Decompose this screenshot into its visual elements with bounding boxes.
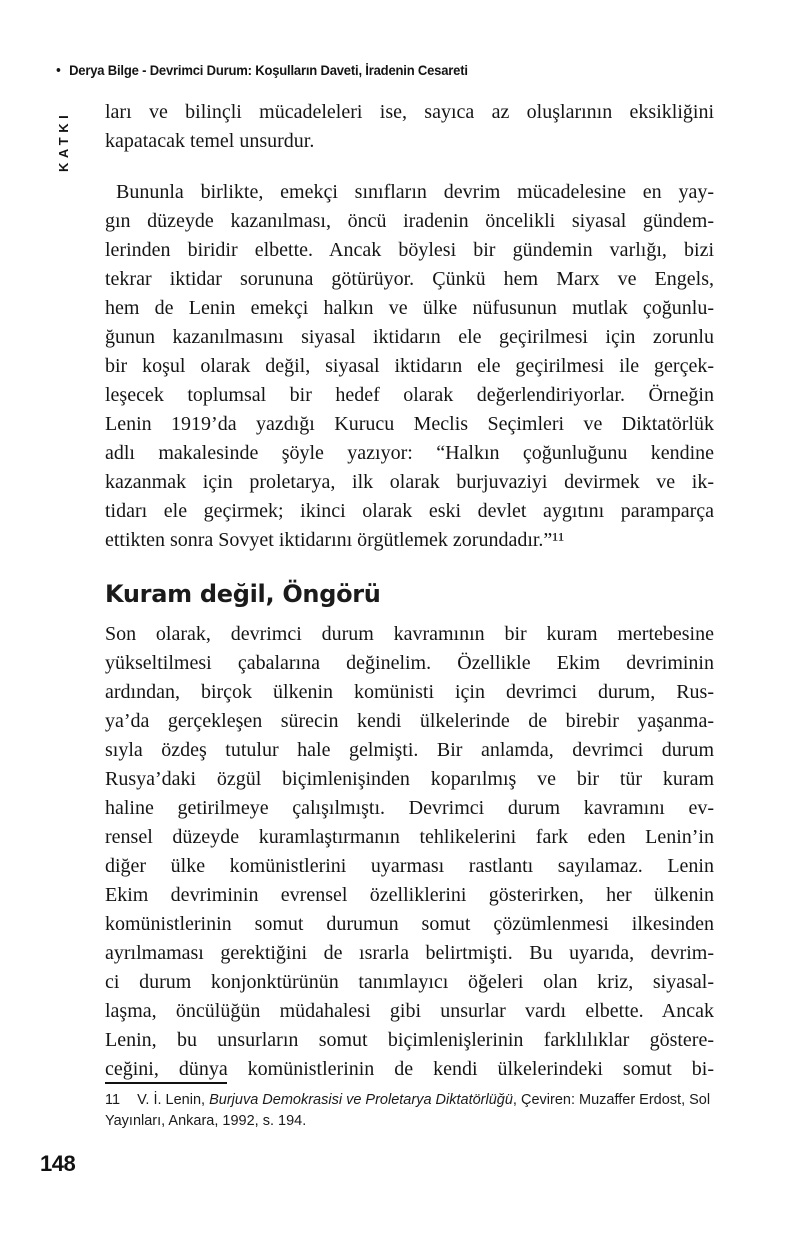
text-line: leşecek toplumsal bir hedef olarak değerlendiriyorlar. Örneğin <box>105 384 714 406</box>
page-number: 148 <box>40 1151 76 1176</box>
footnote-citation-suffix: , Çeviren: Muzaffer Erdost, Sol Yayınları, Ankara, 1992, s. 194. <box>105 1092 711 1129</box>
text-line: kapatacak temel unsurdur. <box>105 130 315 152</box>
text-line: ardından, birçok ülkenin komünisti için devrimci durum, Rus- <box>105 681 714 703</box>
paragraph <box>105 620 714 1084</box>
text-line: bir koşul olarak değil, siyasal iktidarın ele geçirilmesi ile gerçek- <box>105 355 714 377</box>
text-line: laşma, öncülüğün müdahalesi gibi unsurlar vardı elbette. Ancak <box>105 1000 714 1022</box>
text-line: lerinden biridir elbette. Ancak böylesi bir gündemin varlığı, bizi <box>105 239 714 261</box>
text-line: Bununla birlikte, emekçi sınıfların devrim mücadelesine en yay- <box>116 181 714 203</box>
text-line: haline getirilmeye çalışılmıştı. Devrimci durum kavramını ev- <box>105 797 714 819</box>
text-line: ci durum konjonktürünün tanımlayıcı öğeleri olan kriz, siyasal- <box>105 971 714 993</box>
text-line: Rusya’daki özgül biçimlenişinden koparılmış ve bir tür kuram <box>105 768 714 790</box>
footnote-number: 11 <box>105 1092 121 1108</box>
paragraph <box>105 98 714 156</box>
footnote-book-title: Burjuva Demokrasisi ve Proletarya Diktatörlüğü <box>209 1092 513 1108</box>
text-line: sıyla özdeş tutulur hale gelmişti. Bir anlamda, devrimci durum <box>105 739 714 761</box>
text-line: hem de Lenin emekçi halkın ve ülke nüfusunun mutlak çoğunlu- <box>105 297 714 319</box>
text-line: Ekim devriminin evrensel özelliklerini gösterirken, her ülkenin <box>105 884 714 906</box>
text-line: yükseltilmesi çabalarına değinelim. Özellikle Ekim devriminin <box>105 652 714 674</box>
footnote-citation-prefix: V. İ. Lenin, <box>137 1092 210 1108</box>
footnote <box>105 1082 717 1132</box>
text-line: ğunun kazanılmasını siyasal iktidarın ele geçirilmesi için zorunlu <box>105 326 714 348</box>
body-text <box>105 98 714 1084</box>
text-line: tidarı ele geçirmek; ikinci olarak eski devlet aygıtını paramparça <box>105 500 714 522</box>
text-line: diğer ülke komünistlerini uyarması rastlantı sayılamaz. Lenin <box>105 855 714 877</box>
section-side-label: KATKI <box>56 110 71 172</box>
text-line: ettikten sonra Sovyet iktidarını örgütlemek zorundadır.”¹¹ <box>105 529 565 551</box>
text-line: komünistlerinin somut durumun somut çözümlenmesi ilkesinden <box>105 913 714 935</box>
text-line: Lenin 1919’da yazdığı Kurucu Meclis Seçimleri ve Diktatörlük <box>105 413 714 435</box>
text-line: kazanmak için proletarya, ilk olarak burjuvaziyi devirmek ve ik- <box>105 471 714 493</box>
paragraph <box>105 178 714 555</box>
footnote-text <box>105 1090 717 1132</box>
running-header <box>56 62 468 78</box>
section-heading: Kuram değil, Öngörü <box>105 580 381 608</box>
text-line: ayrılmaması gerektiğini de ısrarla belirtmişti. Bu uyarıda, devrim- <box>105 942 714 964</box>
header-author: Derya Bilge - <box>69 62 150 78</box>
text-line: ya’da gerçekleşen sürecin kendi ülkelerinde de birebir yaşanma- <box>105 710 714 732</box>
bullet-icon: • <box>56 61 61 79</box>
text-line: adlı makalesinde şöyle yazıyor: “Halkın çoğunluğunu kendine <box>105 442 714 464</box>
text-line: gın düzeyde kazanılması, öncü iradenin öncelikli siyasal gündem- <box>105 210 714 232</box>
text-line: Son olarak, devrimci durum kavramının bir kuram mertebesine <box>105 623 714 645</box>
header-text <box>69 62 468 78</box>
footnote-separator-rule <box>105 1082 227 1084</box>
text-line: rensel düzeyde kuramlaştırmanın tehlikelerini fark eden Lenin’in <box>105 826 714 848</box>
text-line: ları ve bilinçli mücadeleleri ise, sayıca az oluşlarının eksikliğini <box>105 101 714 123</box>
text-line: tekrar iktidar sorununa götürüyor. Çünkü hem Marx ve Engels, <box>105 268 714 290</box>
text-line: ceğini, dünya komünistlerinin de kendi ülkelerindeki somut bi- <box>105 1058 714 1080</box>
text-line: Lenin, bu unsurların somut biçimlenişlerinin farklılıklar göstere- <box>105 1029 714 1051</box>
header-article-title: Devrimci Durum: Koşulların Daveti, İradenin Cesareti <box>149 62 468 78</box>
